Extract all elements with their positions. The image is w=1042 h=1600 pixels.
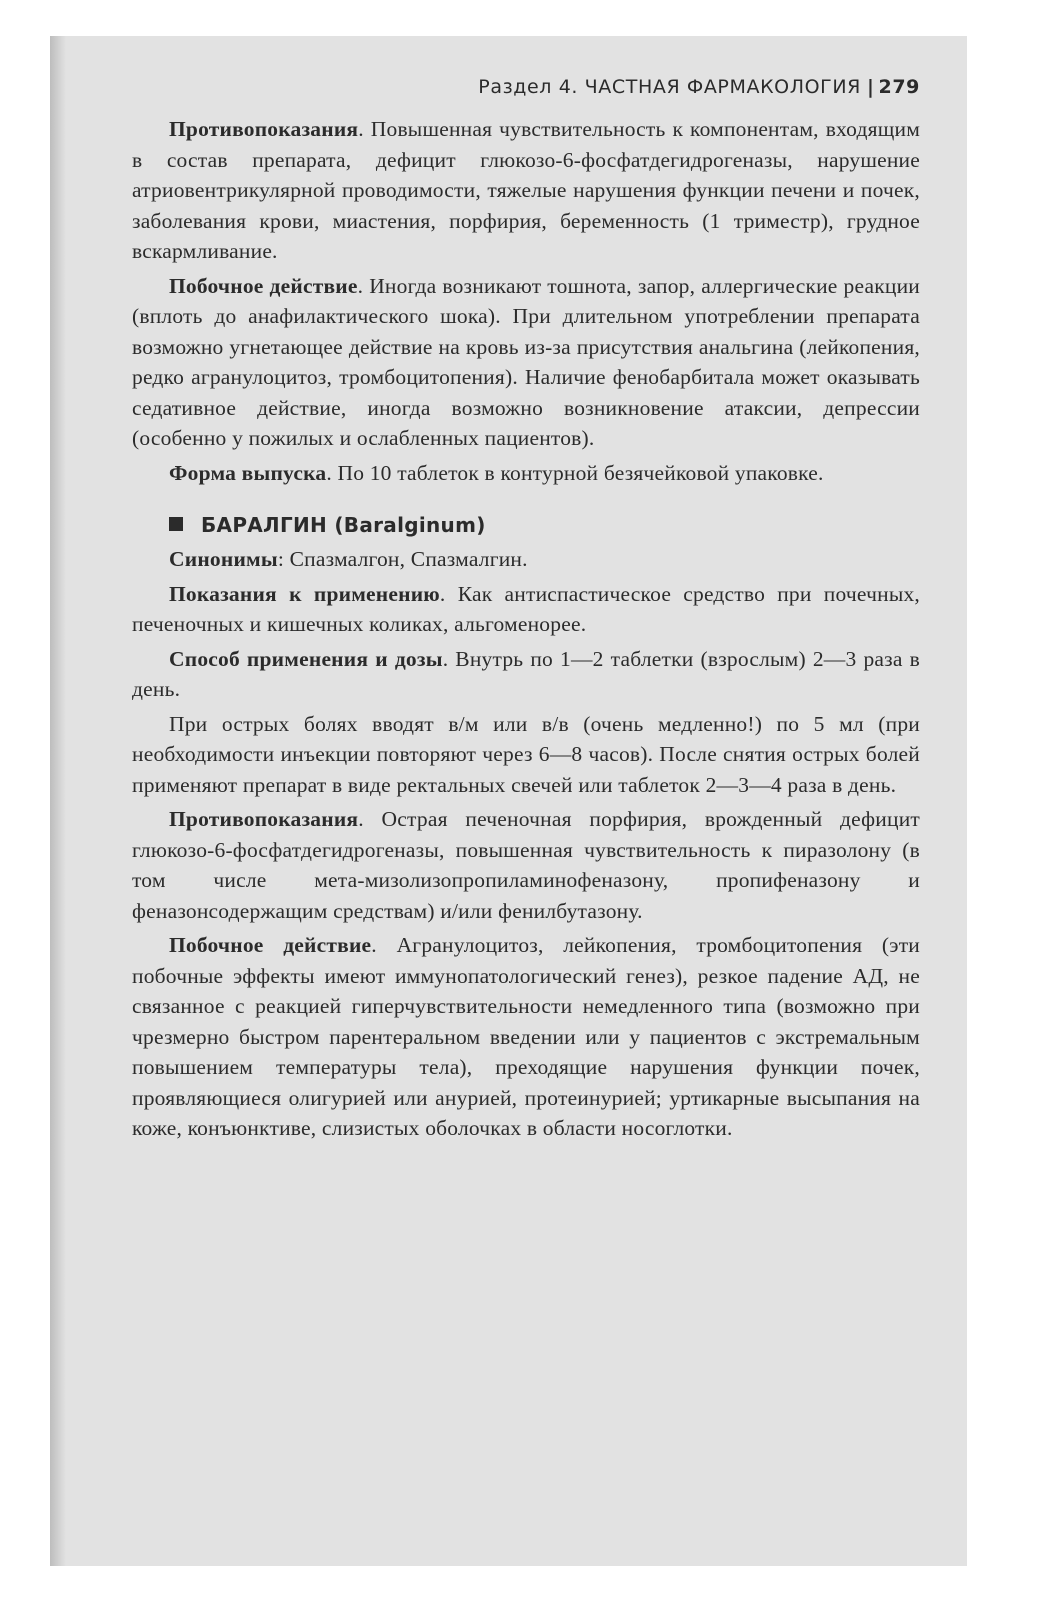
indications-paragraph bbox=[132, 579, 920, 640]
dosage-paragraph bbox=[132, 644, 920, 705]
side-effects-term: Побочное действие bbox=[169, 273, 358, 298]
baralgin-contraindications-text: . Острая печеночная порфирия, врожденный дефицит глюкозо-6-фосфатдегидрогеназы, повышенная чувствительность к пиразолону (в том числе мета-мизолизопропиламинофеназону, пропифеназону и феназонсодержащим средствам) и/или фенилбутазону. bbox=[132, 807, 920, 923]
baralgin-contraindications-term: Противопоказания bbox=[169, 807, 359, 831]
baralgin-side-effects-term: Побочное действие bbox=[169, 933, 372, 957]
side-effects-paragraph bbox=[132, 271, 920, 454]
release-form-paragraph bbox=[132, 458, 920, 489]
contraindications-text: . Повышенная чувствительность к компонентам, входящим в состав препарата, дефицит глюкозо-6-фосфатдегидрогеназы, нарушение атриовентрикулярной проводимости, тяжелые нарушения функции печени и почек, заболевания крови, миастения, порфирия, беременность (1 триместр), грудное вскармливание. bbox=[132, 117, 920, 263]
dosage-term: Способ применения и дозы bbox=[169, 646, 443, 671]
header-separator: | bbox=[866, 76, 875, 98]
page-content bbox=[132, 72, 920, 1144]
synonyms-term: Синонимы bbox=[169, 547, 278, 571]
page-spine-shadow bbox=[50, 36, 66, 1566]
indications-text: . Как антиспастическое средство при почечных, печеночных и кишечных коликах, альгоменорее. bbox=[132, 581, 920, 636]
indications-term: Показания к применению bbox=[169, 581, 440, 606]
baralgin-side-effects-text: . Агранулоцитоз, лейкопения, тромбоцитопения (эти побочные эффекты имеют иммунопатологический генез), резкое падение АД, не связанное с реакцией гиперчувствительности немедленного типа (возможно при чрезмерно быстром парентеральном введении или у пациентов с экстремальным повышением температуры тела), преходящие нарушения функции почек, проявляющиеся олигурией или анурией, протеинурией; уртикарные высыпания на коже, конъюнктиве, слизистых оболочках в области носоглотки. bbox=[132, 933, 920, 1140]
release-form-text: . По 10 таблеток в контурной безячейковой упаковке. bbox=[326, 460, 824, 485]
acute-pain-text: При острых болях вводят в/м или в/в (очень медленно!) по 5 мл (при необходимости инъекции повторяют через 6—8 часов). После снятия острых болей применяют препарат в виде ректальных свечей или таблеток 2—3—4 раза в день. bbox=[132, 711, 920, 797]
dosage-text: . Внутрь по 1—2 таблетки (взрослым) 2—3 раза в день. bbox=[132, 646, 920, 701]
drug-heading bbox=[132, 510, 920, 540]
drug-heading-text: БАРАЛГИН (Baralginum) bbox=[201, 513, 486, 537]
running-head bbox=[132, 72, 920, 102]
page-number: 279 bbox=[878, 76, 920, 98]
contraindications-paragraph bbox=[132, 114, 920, 267]
acute-pain-paragraph bbox=[132, 709, 920, 801]
synonyms-text: : Спазмалгон, Спазмалгин. bbox=[277, 547, 528, 571]
baralgin-contraindications-paragraph bbox=[132, 804, 920, 926]
section-title: Раздел 4. ЧАСТНАЯ ФАРМАКОЛОГИЯ bbox=[478, 76, 861, 98]
contraindications-term: Противопоказания bbox=[169, 117, 359, 141]
square-bullet-icon bbox=[169, 517, 183, 531]
synonyms-paragraph bbox=[132, 544, 920, 575]
baralgin-side-effects-paragraph bbox=[132, 930, 920, 1144]
release-form-term: Форма выпуска bbox=[169, 460, 327, 485]
side-effects-text: . Иногда возникают тошнота, запор, аллергические реакции (вплоть до анафилактического шока). При длительном употреблении препарата возможно угнетающее действие на кровь из-за присутствия анальгина (лейкопения, редко агранулоцитоз, тромбоцитопения). Наличие фенобарбитала может оказывать седативное действие, иногда возможно возникновение атаксии, депрессии (особенно у пожилых и ослабленных пациентов). bbox=[132, 273, 921, 450]
